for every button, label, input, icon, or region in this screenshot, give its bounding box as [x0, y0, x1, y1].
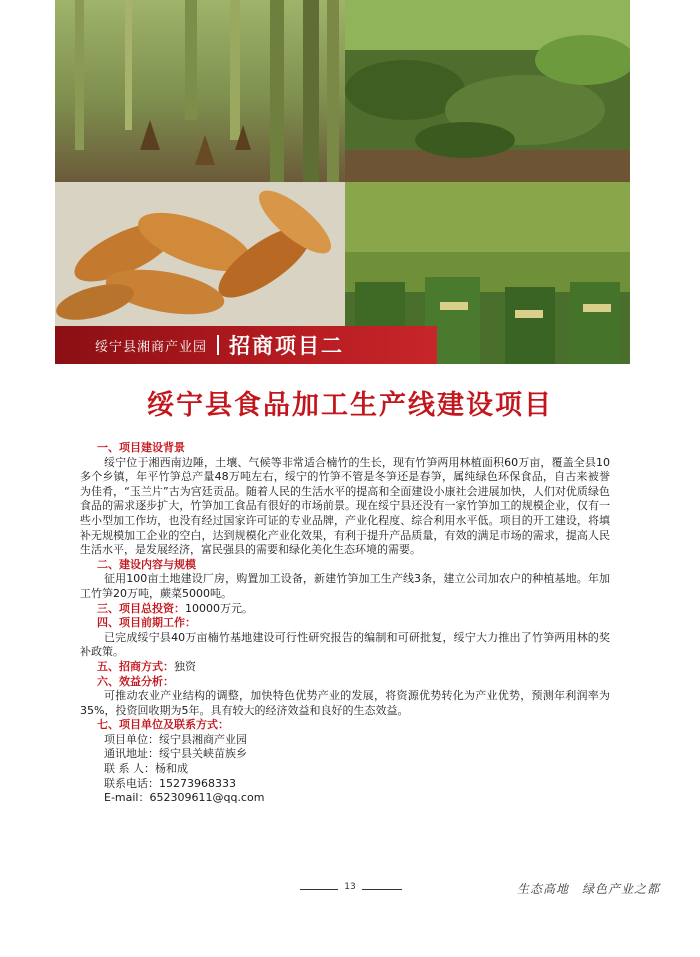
project-banner: [55, 326, 437, 364]
investment-value: 10000万元。: [185, 601, 253, 615]
section-background-heading: 一、项目建设背景: [97, 441, 185, 454]
contact-unit: 项目单位：绥宁县湘商产业园: [104, 732, 247, 746]
park-name: 绥宁县湘商产业园: [95, 339, 208, 355]
project-description: [80, 441, 610, 806]
investment-mode-value: 独资: [174, 659, 196, 673]
bracken-field-photo: [345, 0, 630, 182]
section-prework-text: 已完成绥宁县40万亩楠竹基地建设可行性研究报告的编制和可研批复，绥宁大力推出了竹笋两用林的奖补政策。: [80, 630, 610, 659]
section-benefit-text: 可推动农业产业结构的调整，加快特色优势产业的发展，将资源优势转化为产业优势，预测年利润率为35%，投资回收期为5年。具有较大的经济效益和良好的生态效益。: [80, 689, 610, 717]
section-prework-heading: 四、项目前期工作：: [97, 616, 196, 630]
section-investment-mode: [80, 660, 610, 675]
contact-address: 通讯地址：绥宁县关峡苗族乡: [104, 747, 247, 761]
page-number: 13: [344, 882, 356, 892]
project-number: 招商项目二: [229, 334, 345, 358]
section-mode-heading: 五、招商方式：: [97, 659, 174, 673]
banner-divider: [217, 335, 219, 355]
section-scale-text: 征用100亩土地建设厂房，购置加工设备，新建竹笋加工生产线3条，建立公司加农户的种植基地。年加工竹笋20万吨，蕨菜5000吨。: [80, 572, 610, 600]
bamboo-forest-photo: [55, 0, 345, 182]
section-investment-heading: 三、项目总投资：: [97, 601, 185, 615]
section-background-text: 绥宁位于湘西南边陲，土壤、气候等非常适合楠竹的生长，现有竹笋两用林植面积60万亩，覆盖全县10多个乡镇，年平竹笋总产量48万吨左右，绥宁的竹笋不管是冬笋还是春笋，属纯绿色环保食品，自古来被誉为佳肴，“玉兰片”古为宫廷贡品。随着人民的生活水平的提高和全面建设小康社会进展加快，人们对优质绿色食品的需求逐步扩大，竹笋加工食品有很好的市场前景。现在绥宁县还没有一家竹笋加工的规模企业，仅有一些小型加工作坊，也没有经过国家许可证的专业品牌，产业化程度、综合利用水平低。项目的开工建设，将填补无规模加工企业的空白，达到规模化产业化效果，有利于提升产品质量，有效的满足市场的需求，提高人民生活水平，是发展经济，富民强县的需要和绿化美化生态环境的需要。: [80, 455, 610, 557]
section-scale-heading: 二、建设内容与规模: [97, 557, 196, 571]
footer-rule-left: [300, 889, 338, 890]
footer-rule-right: [362, 889, 402, 890]
page-title: 绥宁县食品加工生产线建设项目: [147, 390, 553, 421]
section-benefit-heading: 六、效益分析：: [97, 674, 174, 688]
bamboo-shoots-photo: [55, 182, 345, 326]
section-contact-heading: 七、项目单位及联系方式：: [97, 718, 229, 732]
contact-phone: 联系电话：15273968333: [104, 776, 236, 790]
contact-person: 联 系 人：杨和成: [104, 762, 188, 776]
footer-slogan: 生态高地 绿色产业之都: [516, 882, 660, 896]
contact-email: E-mail：652309611@qq.com: [104, 791, 265, 805]
section-investment: [80, 602, 610, 617]
